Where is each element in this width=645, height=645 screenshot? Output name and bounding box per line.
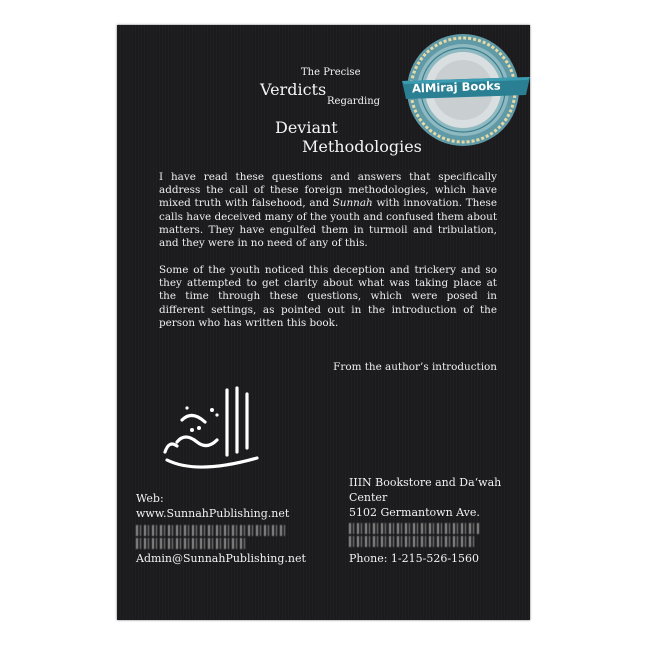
sunnah-emphasis: Sunnah bbox=[332, 197, 373, 210]
blurred-line bbox=[136, 525, 286, 536]
paragraph-1: I have read these questions and answers that specifically address the call of these foreign methodologies, which have mixed truth with falsehood, and Sunnah with innovation. These calls have deceived many of the youth and confused them about matters. They have engulfed them in turmoil and tribulation, and they were in no need of any of this. bbox=[159, 171, 497, 250]
sunnah-calligraphy-logo bbox=[157, 380, 267, 475]
bookstore-phone: Phone: 1-215-526-1560 bbox=[349, 552, 480, 565]
website-link[interactable]: www.SunnahPublishing.net bbox=[136, 507, 290, 520]
bookstore-name: IIIN Bookstore and Da‘wah bbox=[349, 476, 502, 489]
blurred-line bbox=[349, 536, 474, 547]
badge-label: AlMiraj Books bbox=[411, 78, 501, 96]
contact-left bbox=[136, 491, 306, 566]
email-link[interactable]: Admin@SunnahPublishing.net bbox=[136, 552, 306, 565]
blurred-line bbox=[349, 523, 479, 534]
blurred-line bbox=[136, 538, 246, 549]
title-line-1: The Precise bbox=[301, 67, 361, 78]
web-label: Web: bbox=[136, 492, 164, 505]
bookstore-center: Center bbox=[349, 491, 388, 504]
title-line-4: Deviant bbox=[275, 118, 338, 137]
book-back-cover bbox=[117, 25, 530, 620]
bookstore-address: 5102 Germantown Ave. bbox=[349, 506, 480, 519]
paragraph-2: Some of the youth noticed this deception and trickery and so they attempted to get clarity about what was taking place at the time through these questions, which were posed in different settings, as pointed out in the introduction of the person who has written this book. bbox=[159, 264, 497, 329]
contact-right bbox=[349, 475, 501, 566]
title-line-2: Verdicts bbox=[260, 80, 327, 99]
author-attribution: From the author’s introduction bbox=[333, 361, 497, 373]
title-line-5: Methodologies bbox=[302, 137, 422, 156]
title-line-3: Regarding bbox=[327, 96, 381, 107]
